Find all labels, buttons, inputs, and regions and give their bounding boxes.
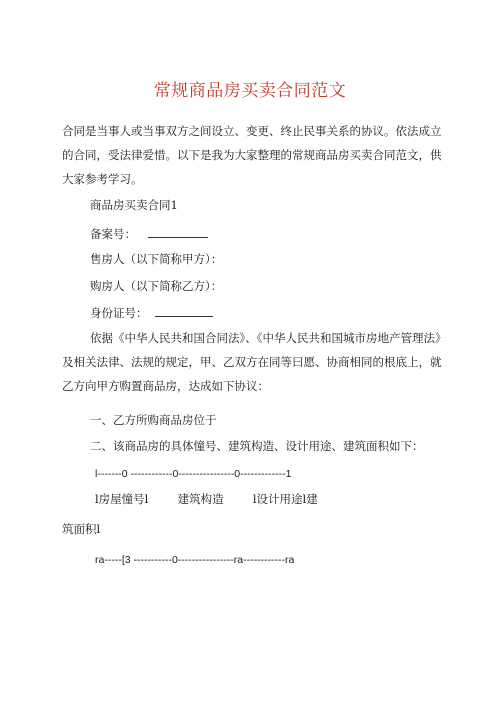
clause-1: 一、乙方所购商品房位于 (90, 413, 217, 427)
id-number-blank (155, 305, 213, 317)
seller-line: 售房人（以下简称甲方）： (90, 252, 223, 266)
buyer-line: 购房人（以下简称乙方）： (90, 279, 223, 293)
intro-paragraph: 合同是当事人或当事双方之间设立、变更、终止民事关系的协议。依法成立的合同，受法律爱惜。以下是我为大家整理的常规商品房买卖合同范文，供大家参考学习。 (62, 124, 442, 186)
document-title: 常规商品房买卖合同范文 (153, 81, 347, 101)
record-number-line (90, 226, 208, 241)
id-number-label: 身份证号： (90, 306, 148, 320)
record-number-label: 备案号： (90, 227, 136, 241)
table-rule-bottom: ra-----[3 -----------0----------------ra------------ra (95, 554, 295, 566)
table-rule-top: l-------0 ------------0----------------0-------------1 (95, 468, 292, 480)
table-header-continuation: 筑面积l (62, 522, 101, 536)
contract-heading: 商品房买卖合同1 (90, 198, 178, 212)
law-paragraph: 依据《中华人民共和国合同法》、《中华人民共和国城市房地产管理法》及相关法律、法规的规定，甲、乙双方在同等曰愿、协商相同的根底上，就乙方向甲方购置商品房，达成如下协议： (62, 331, 442, 393)
id-number-line (90, 305, 213, 320)
clause-2: 二、该商品房的具体憧号、建筑构造、设计用途、建筑面积如下： (90, 439, 424, 453)
table-header-row: l房屋憧号l 建筑构造 l设计用途l建 (95, 492, 318, 506)
record-number-blank (148, 226, 208, 238)
